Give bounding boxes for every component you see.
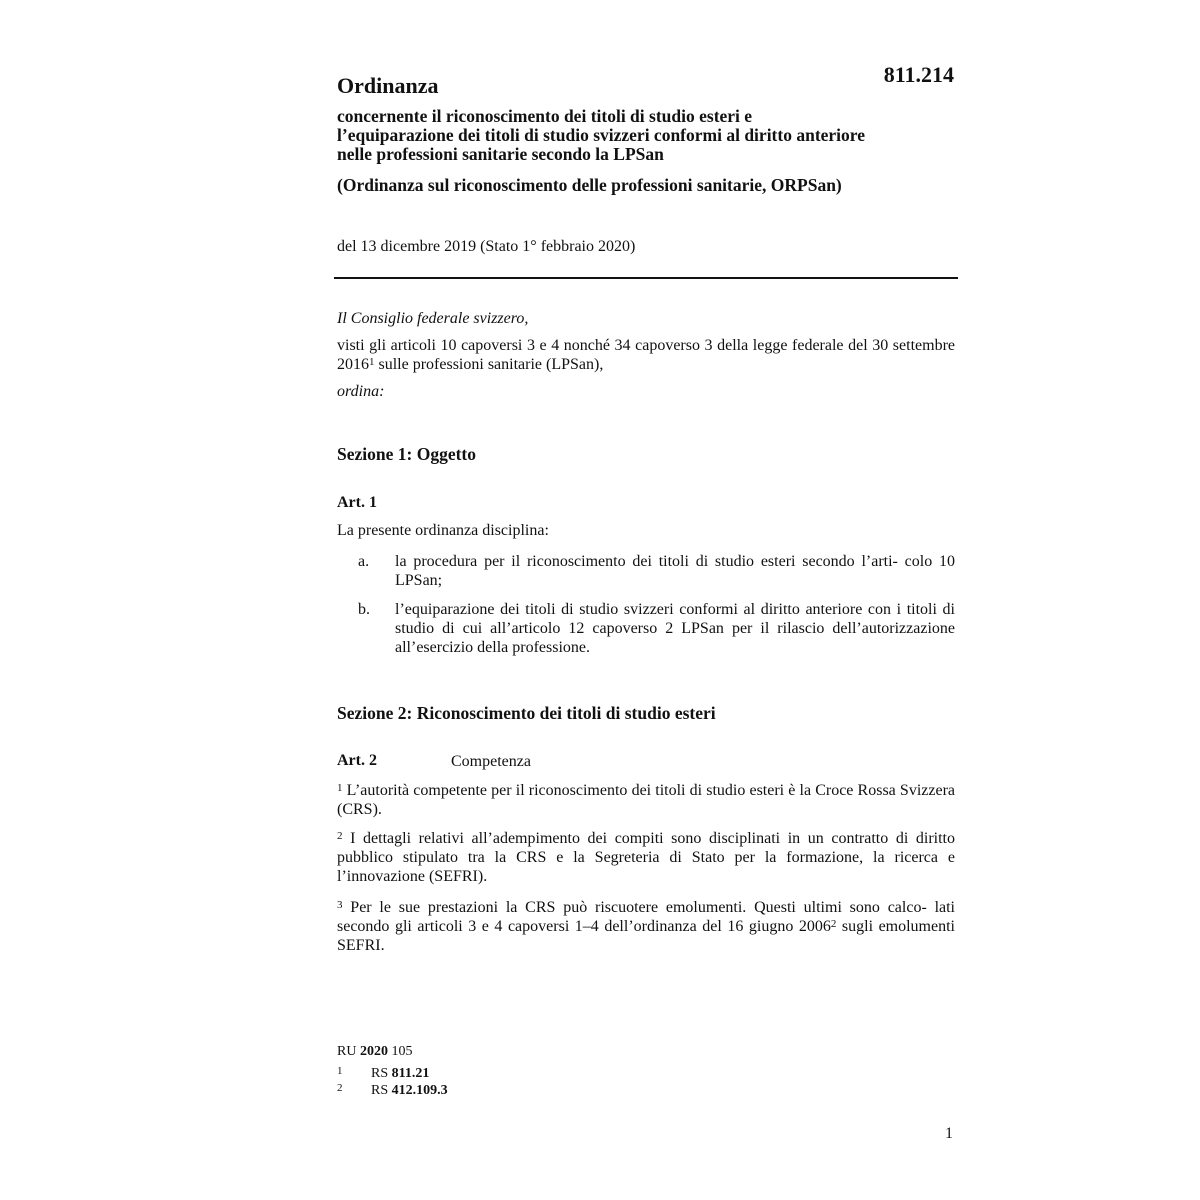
ru-prefix: RU [337, 1044, 357, 1059]
page-number: 1 [945, 1125, 953, 1142]
footnote-number: 2 [337, 1082, 343, 1094]
footnote-ref-number[interactable]: 811.21 [391, 1066, 430, 1081]
preamble-ordina: ordina: [337, 383, 385, 400]
paragraph-text: I dettagli relativi all’adempimento dei compiti sono disciplinati in un contratto di diritto pubblico stipulato tra la CRS e la Segreteria di Stato per la formazione, la ricerca e l’innovazione (SEFRI). [337, 830, 955, 885]
list-letter: a. [358, 553, 370, 570]
preamble-visti [337, 336, 955, 374]
footnote-ref[interactable]: 2 [830, 918, 837, 930]
preamble-visti-text: visti gli articoli 10 capoversi 3 e 4 nonché 34 capoverso 3 della legge federale del 30 settembre 2016 [337, 337, 955, 373]
article-1-intro: La presente ordinanza disciplina: [337, 522, 549, 539]
subtitle-line: nelle professioni sanitarie secondo la LPSan [337, 144, 664, 164]
official-compilation-ref [337, 1044, 412, 1060]
header-divider [334, 277, 958, 279]
footnote-ref[interactable]: 1 [369, 356, 375, 368]
section-1-heading: Sezione 1: Oggetto [337, 444, 476, 464]
short-title: (Ordinanza sul riconoscimento delle professioni sanitarie, ORPSan) [337, 175, 842, 195]
ru-year: 2020 [359, 1044, 388, 1059]
article-1-label: Art. 1 [337, 494, 377, 511]
paragraph-text: Per le sue prestazioni la CRS può riscuotere emolumenti. Questi ultimi sono calco- lati secondo gli articoli 3 e 4 capoversi 1–4 dell’ordinanza del 16 giugno 2006 [337, 899, 955, 935]
paragraph-1 [337, 781, 955, 819]
footnote [337, 1080, 448, 1099]
document-subtitle [337, 107, 957, 164]
paragraph-3 [337, 898, 955, 955]
article-2-label: Art. 2 [337, 752, 377, 769]
paragraph-number: 2 [337, 830, 343, 842]
section-2-heading: Sezione 2: Riconoscimento dei titoli di studio esteri [337, 703, 716, 723]
subtitle-line: l’equiparazione dei titoli di studio svizzeri conformi al diritto anteriore [337, 125, 866, 145]
ru-page: 105 [391, 1044, 413, 1059]
preamble-visti-text-end: sulle professioni sanitarie (LPSan), [374, 356, 604, 373]
paragraph-number: 3 [337, 899, 343, 911]
footnote-prefix: RS [371, 1083, 389, 1098]
paragraph-number: 1 [337, 782, 343, 794]
list-text: la procedura per il riconoscimento dei titoli di studio esteri secondo l’arti- colo 10 LPSan; [395, 553, 955, 589]
paragraph-text-end: sugli emolumenti SEFRI. [337, 918, 955, 954]
list-text: l’equiparazione dei titoli di studio svizzeri conformi al diritto anteriore con i titoli di studio di cui all’articolo 12 capoverso 2 LPSan per il rilascio dell’autorizzazione all’esercizio della professione. [395, 601, 955, 656]
article-2-title: Competenza [451, 753, 531, 770]
footnote-ref-number[interactable]: 412.109.3 [391, 1083, 448, 1098]
document-date: del 13 dicembre 2019 (Stato 1° febbraio 2020) [337, 238, 636, 255]
footnote-prefix: RS [371, 1066, 389, 1081]
subtitle-line: concernente il riconoscimento dei titoli di studio esteri e [337, 106, 753, 126]
list-letter: b. [358, 601, 370, 618]
sr-number: 811.214 [883, 62, 954, 87]
footnote-number: 1 [337, 1065, 343, 1077]
preamble-authority: Il Consiglio federale svizzero, [337, 310, 529, 327]
document-title: Ordinanza [337, 73, 439, 98]
paragraph-text: L’autorità competente per il riconoscimento dei titoli di studio esteri è la Croce Rossa Svizzera (CRS). [337, 782, 955, 818]
paragraph-2 [337, 829, 955, 886]
